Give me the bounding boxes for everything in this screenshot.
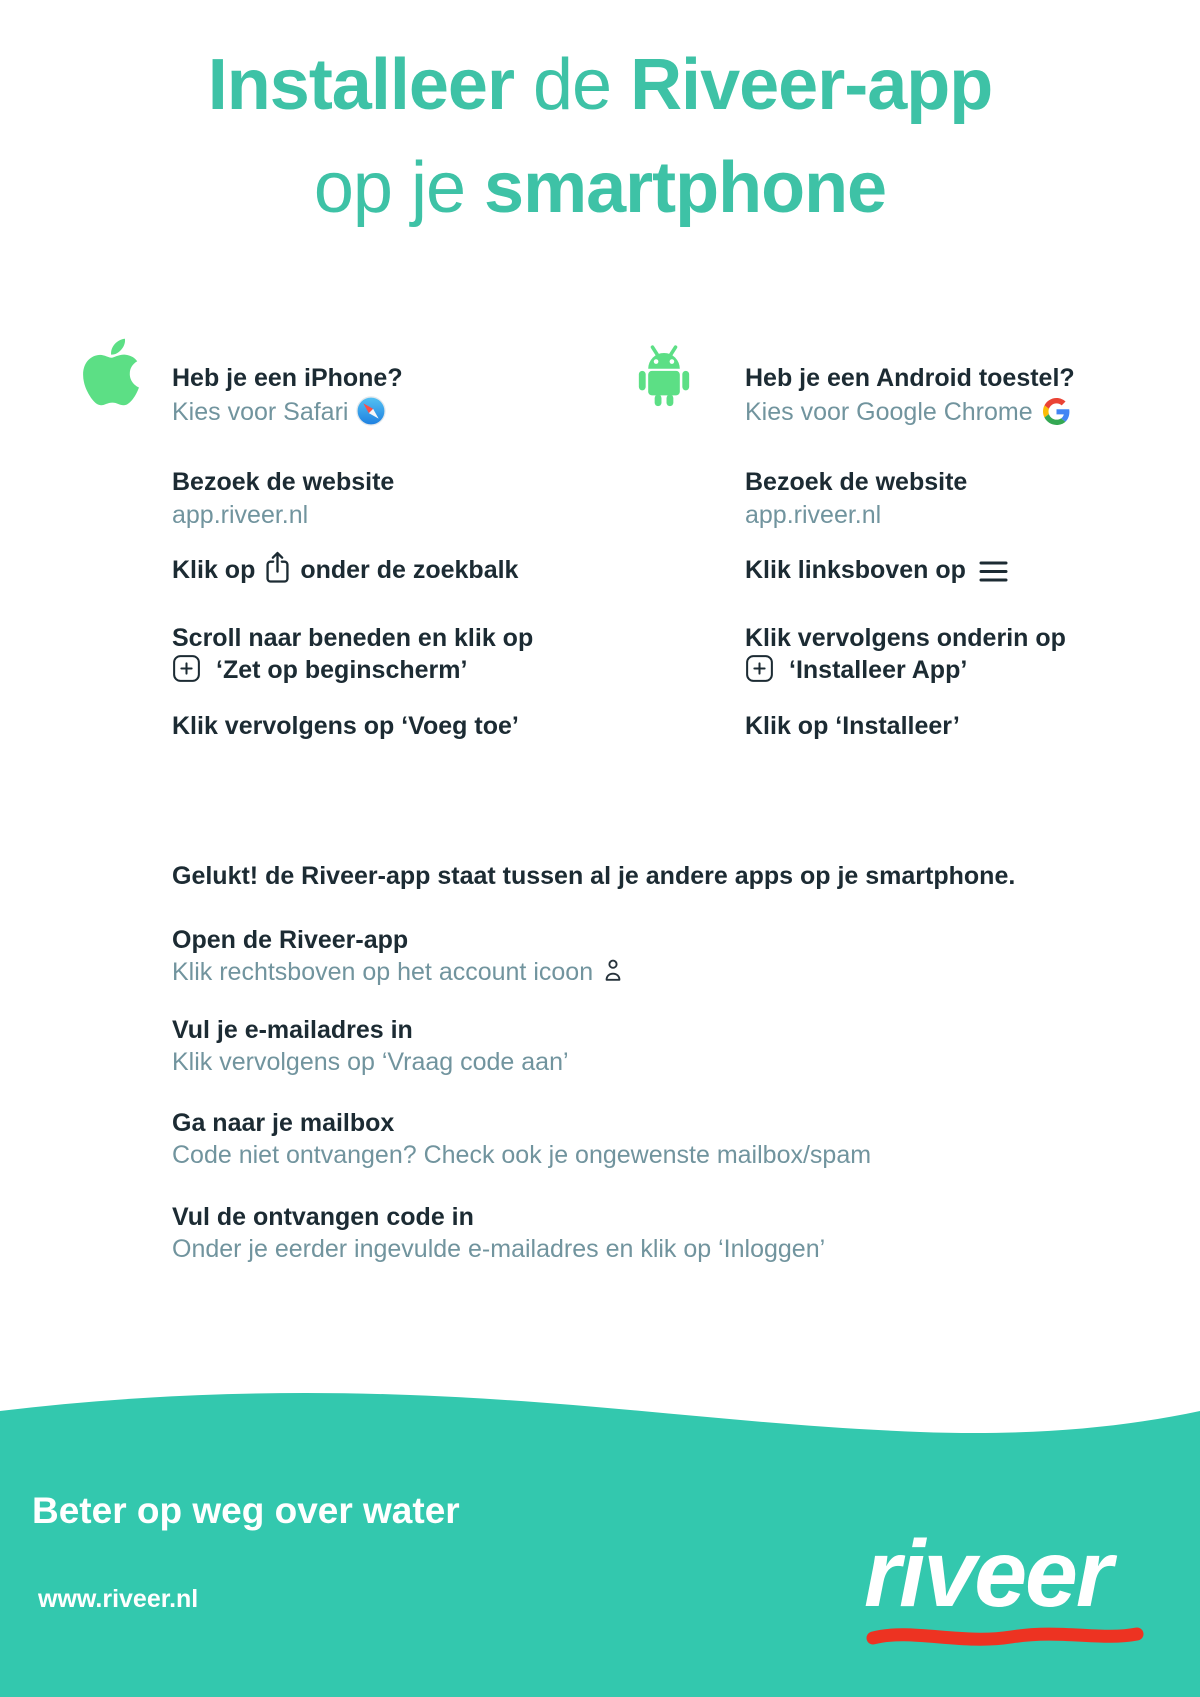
step-email-title: Vul je e-mailadres in: [172, 1016, 413, 1044]
android-visit-title: Bezoek de website: [745, 468, 968, 496]
android-icon: [628, 340, 700, 414]
zet-op-beginscherm-label: ‘Zet op beginscherm’: [216, 656, 468, 684]
install-app-icon: [745, 654, 774, 683]
step-code-title: Vul de ontvangen code in: [172, 1203, 474, 1231]
riveer-logo-underline: [866, 1624, 1144, 1654]
account-icon: [601, 957, 625, 984]
android-question: Heb je een Android toestel?: [745, 364, 1075, 392]
hamburger-menu-icon: [978, 559, 1009, 582]
title-word-smartphone: smartphone: [484, 148, 887, 228]
success-message: Gelukt! de Riveer-app staat tussen al je andere apps op je smartphone.: [172, 862, 1016, 890]
footer-tagline: Beter op weg over water: [32, 1490, 460, 1531]
page-title-line2: [0, 147, 1200, 229]
add-to-homescreen-icon: [172, 654, 201, 683]
iphone-visit-url: app.riveer.nl: [172, 501, 309, 529]
iphone-browser-label: Kies voor Safari: [172, 398, 349, 426]
title-word-riveer-app: Riveer-app: [630, 45, 993, 125]
title-word-installeer: Installeer: [207, 45, 514, 125]
apple-icon: [80, 334, 142, 415]
ios-share-icon: [262, 550, 293, 585]
step-open-app-title: Open de Riveer-app: [172, 926, 409, 954]
riveer-logo: riveer: [864, 1521, 1111, 1627]
android-final-step: Klik op ‘Installeer’: [745, 712, 960, 740]
share-step-text-after: onder de zoekbalk: [300, 556, 519, 584]
title-word-op-je: op je: [313, 148, 485, 228]
step-open-app-subtitle-text: Klik rechtsboven op het account icoon: [172, 958, 594, 986]
google-icon: [1043, 398, 1070, 425]
page-title-line1: [0, 44, 1200, 126]
menu-step-text: Klik linksboven op: [745, 556, 966, 584]
android-browser-label: Kies voor Google Chrome: [745, 398, 1033, 426]
iphone-browser-line: [172, 396, 386, 428]
installeer-app-label: ‘Installeer App’: [789, 656, 968, 684]
iphone-visit-title: Bezoek de website: [172, 468, 395, 496]
step-open-app-subtitle: [172, 956, 625, 988]
android-visit-url: app.riveer.nl: [745, 501, 882, 529]
iphone-question: Heb je een iPhone?: [172, 364, 403, 392]
step-code-subtitle: Onder je eerder ingevulde e-mailadres en klik op ‘Inloggen’: [172, 1235, 826, 1263]
step-mailbox-subtitle: Code niet ontvangen? Check ook je ongewenste mailbox/spam: [172, 1141, 872, 1169]
iphone-share-step: [172, 554, 518, 586]
android-install-step-line1: Klik vervolgens onderin op: [745, 624, 1066, 652]
iphone-scroll-step-line2: [172, 654, 467, 686]
step-email-subtitle: Klik vervolgens op ‘Vraag code aan’: [172, 1048, 569, 1076]
title-word-de: de: [513, 45, 631, 125]
safari-icon: [356, 396, 386, 426]
android-browser-line: [745, 396, 1070, 428]
share-step-text-before: Klik op: [172, 556, 256, 584]
iphone-scroll-step-line1: Scroll naar beneden en klik op: [172, 624, 534, 652]
footer-website: www.riveer.nl: [38, 1585, 199, 1613]
step-mailbox-title: Ga naar je mailbox: [172, 1109, 395, 1137]
android-install-step-line2: [745, 654, 967, 686]
iphone-final-step: Klik vervolgens op ‘Voeg toe’: [172, 712, 519, 740]
android-menu-step: [745, 554, 1009, 586]
